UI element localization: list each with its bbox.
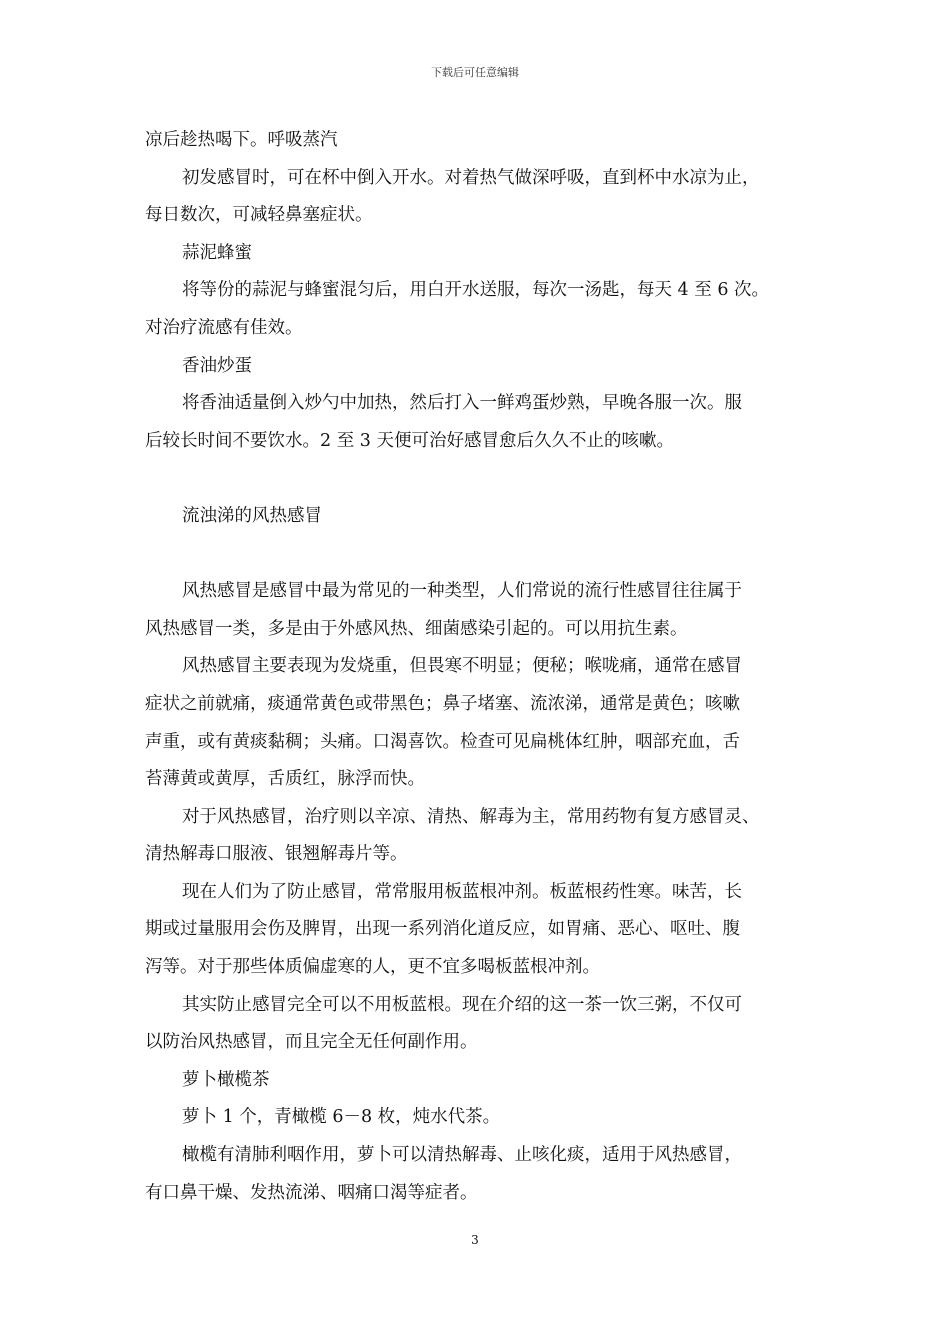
paragraph-line: 风热感冒是感冒中最为常见的一种类型，人们常说的流行性感冒往往属于 [182, 581, 742, 602]
text-line: 凉后趁热喝下。呼吸蒸汽 [145, 130, 338, 150]
paragraph-line: 橄榄有清肺利咽作用，萝卜可以清热解毒、止咳化痰，适用于风热感冒， [182, 1145, 742, 1166]
text-line: 期或过量服用会伤及脾胃，出现一系列消化道反应，如胃痛、恶心、呕吐、腹 [145, 919, 740, 940]
text-line: 风热感冒一类，多是由于外感风热、细菌感染引起的。可以用抗生素。 [145, 618, 688, 639]
text-line: 以防治风热感冒，而且完全无任何副作用。 [145, 1032, 478, 1053]
paragraph-line: 将等份的蒜泥与蜂蜜混匀后，用白开水送服，每次一汤匙，每天 4 至 6 次。 [182, 280, 770, 301]
text-line: 声重，或有黄痰黏稠；头痛。口渴喜饮。检查可见扁桃体红肿，咽部充血，舌 [145, 731, 740, 752]
text-line: 对治疗流感有佳效。 [145, 317, 303, 338]
paragraph-line: 初发感冒时，可在杯中倒入开水。对着热气做深呼吸，直到杯中水凉为止， [182, 167, 760, 188]
text-line: 每日数次，可减轻鼻塞症状。 [145, 205, 373, 226]
text-line: 苔薄黄或黄厚，舌质红，脉浮而快。 [145, 769, 425, 790]
paragraph-line: 其实防止感冒完全可以不用板蓝根。现在介绍的这一茶一饮三粥，不仅可 [182, 994, 742, 1015]
section-heading: 萝卜橄榄茶 [182, 1069, 270, 1090]
section-heading: 流浊涕的风热感冒 [182, 505, 322, 526]
paragraph-line: 对于风热感冒，治疗则以辛凉、清热、解毒为主，常用药物有复方感冒灵、 [182, 806, 760, 827]
document-body [145, 122, 810, 1212]
page-header: 下载后可任意编辑 [431, 66, 519, 79]
paragraph-line: 将香油适量倒入炒勺中加热，然后打入一鲜鸡蛋炒熟，早晚各服一次。服 [182, 393, 742, 414]
text-line: 清热解毒口服液、银翘解毒片等。 [145, 844, 408, 865]
text-line: 有口鼻干燥、发热流涕、咽痛口渴等症者。 [145, 1182, 478, 1203]
section-heading: 蒜泥蜂蜜 [182, 242, 252, 263]
blank-line [145, 460, 810, 498]
blank-line [145, 536, 810, 574]
paragraph-line: 萝卜 1 个，青橄榄 6－8 枚，炖水代茶。 [182, 1107, 501, 1128]
paragraph-line: 风热感冒主要表现为发烧重，但畏寒不明显；便秘；喉咙痛，通常在感冒 [182, 656, 742, 677]
text-line: 后较长时间不要饮水。2 至 3 天便可治好感冒愈后久久不止的咳嗽。 [145, 430, 674, 451]
section-heading: 香油炒蛋 [182, 355, 252, 376]
text-line: 泻等。对于那些体质偏虚寒的人，更不宜多喝板蓝根冲剂。 [145, 957, 600, 978]
text-line: 症状之前就痛，痰通常黄色或带黑色；鼻子堵塞、流浓涕，通常是黄色；咳嗽 [145, 693, 740, 714]
page-number: 3 [471, 1233, 479, 1247]
paragraph-line: 现在人们为了防止感冒，常常服用板蓝根冲剂。板蓝根药性寒。味苦，长 [182, 881, 742, 902]
